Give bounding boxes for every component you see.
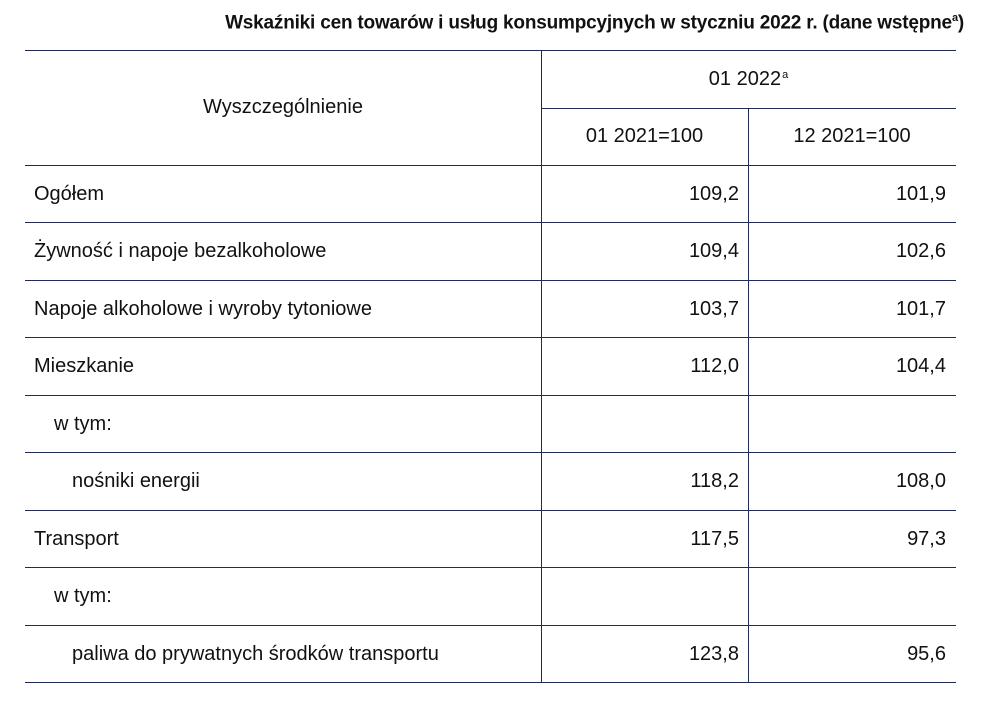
row-value-col-2: 95,6 — [907, 642, 946, 665]
row-value-col-2 — [748, 396, 946, 452]
row-label: Transport — [34, 527, 119, 550]
table-title: Wskaźniki cen towarów i usług konsumpcyjnych w styczniu 2022 r. (dane wstępne$^a$) — [225, 12, 964, 34]
row-value-col-1: 109,4 — [688, 240, 739, 262]
row-value-col-1 — [541, 568, 739, 625]
row-label: nośniki energii — [72, 470, 200, 492]
header-row-label: Wyszczególnienie — [203, 96, 363, 118]
row-value-col-1: 123,8 — [688, 642, 739, 665]
header-col-1: 01 2021=100 — [585, 125, 704, 147]
row-value-col-1 — [541, 396, 739, 452]
header-group-label: 01 2022 $^a$ — [708, 67, 789, 90]
row-value-col-2: 101,7 — [895, 297, 946, 320]
row-value-col-2: 108,0 — [895, 470, 946, 492]
row-label: paliwa do prywatnych środków transportu — [72, 642, 439, 665]
row-value-col-2: 97,3 — [907, 527, 946, 550]
row-value-col-1: 118,2 — [690, 470, 739, 492]
row-value-col-2: 102,6 — [895, 240, 946, 262]
row-label: Ogółem — [34, 182, 105, 205]
row-value-col-1: 109,2 — [688, 182, 739, 205]
row-label: Mieszkanie — [34, 355, 135, 377]
row-value-col-2: 101,9 — [895, 182, 946, 205]
row-label: Napoje alkoholowe i wyroby tytoniowe — [34, 297, 372, 320]
row-value-col-1: 112,0 — [690, 355, 739, 377]
row-label: Żywność i napoje bezalkoholowe — [34, 240, 327, 262]
header-col-2: 12 2021=100 — [793, 125, 911, 147]
row-value-col-2 — [748, 568, 946, 625]
row-value-col-2: 104,4 — [895, 355, 946, 377]
row-label: w tym: — [54, 585, 112, 607]
row-value-col-1: 117,5 — [690, 527, 739, 550]
table-bottom-rule — [25, 682, 956, 683]
row-label: w tym: — [54, 412, 112, 435]
row-value-col-1: 103,7 — [688, 297, 739, 320]
